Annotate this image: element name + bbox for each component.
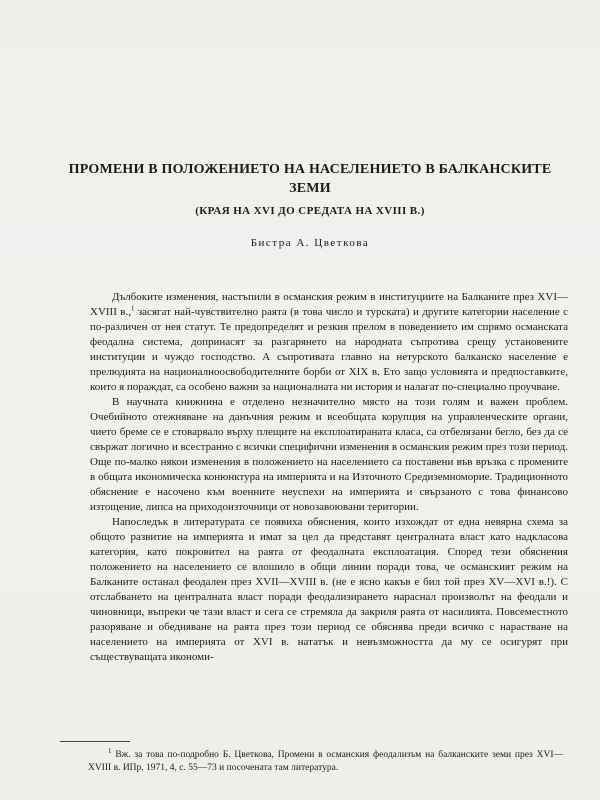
paragraph-1-rest: засягат най-чувствително раята (в това число и турската) и другите категории население с по-различен от нея статут. Те предопределят и резкия прелом в поведението им спрямо османската феодална система, допринасят за разгарянето на народната съпротива срещу установените институции и чуждо господство. А съпротивата главно на нетурското балканско население е прелюдията на националноосвободителните борби от XIX в. Ето защо условията и предпоставките, които я пораждат, са особено важни за националната ни история и налагат по-специално проучване. [90,306,568,393]
body-paragraph-2: В научната книжнина е отделено незначително място на този голям и важен проблем. Очебийното отежняване на данъчния режим и всеобщата корупция на управленческите органи, чието бреме се е стоварвало върху плещите на експлоатираната класа, са отбелязани бегло, без да се свържат логично и всестранно с всички специфични изменения в османския режим през този период. Още по-малко някои изменения в положението на населението са поставени във връзка с промените в общата икономическа конюнктура на империята и на Източното Средиземноморие. Традиционното обяснение е насочено към военните неуспехи на империята и свързаното с това финансово изтощение, липса на приходоизточници от новозавоювани територии. [90,396,568,513]
footnote [88,746,563,775]
footnote-reference: 1 [130,304,135,313]
article-title: ПРОМЕНИ В ПОЛОЖЕНИЕТО НА НАСЕЛЕНИЕТО В БАЛКАНСКИТЕ ЗЕМИ [68,162,552,196]
footnote-text: Вж. за това по-подробно Б. Цветкова, Промени в османския феодализъм на балканските земи през XVI—XVIII в. ИПр, 1971, 4, с. 55—73 и посочената там литература. [88,750,563,773]
article-author: Бистра А. Цветкова [250,237,370,249]
paragraph-1-start: Дълбоките изменения, настъпили в османския режим в институциите на Балканите през XVI—XVIII в., [90,291,568,318]
footnote-divider [60,741,130,742]
article-subtitle: (КРАЯ НА XVI ДО СРЕДАТА НА XVIII В.) [195,205,425,217]
body-paragraph-3: Напоследък в литературата се появиха обяснения, които изхождат от една невярна схема за общото развитие на империята и имат за цел да представят централната власт като надкласова категория, като покровител на раята от феодалната експлоатация. Според тези обяснения положението на населението се влошило в общи линии поради това, че османският режим на Балканите останал феодален през XVII—XVIII в. (не е ясно какъв е бил той през XV—XVI в.!). С отслабването на централната власт поради феодализирането нараснал произволът на феодали и чиновници, въпреки че тази власт и сега се стремяла да закриля раята от насилията. Повсеместното разоряване и обедняване на раята през този период се обяснява преди всичко с нарастване на населението на империята от XVI в. нататък и невъзможността да му се осигурят при съществуващата икономи- [90,516,568,663]
footnote-mark: 1 [108,746,112,755]
body-paragraph-1 [90,290,568,395]
article-body [90,290,568,665]
